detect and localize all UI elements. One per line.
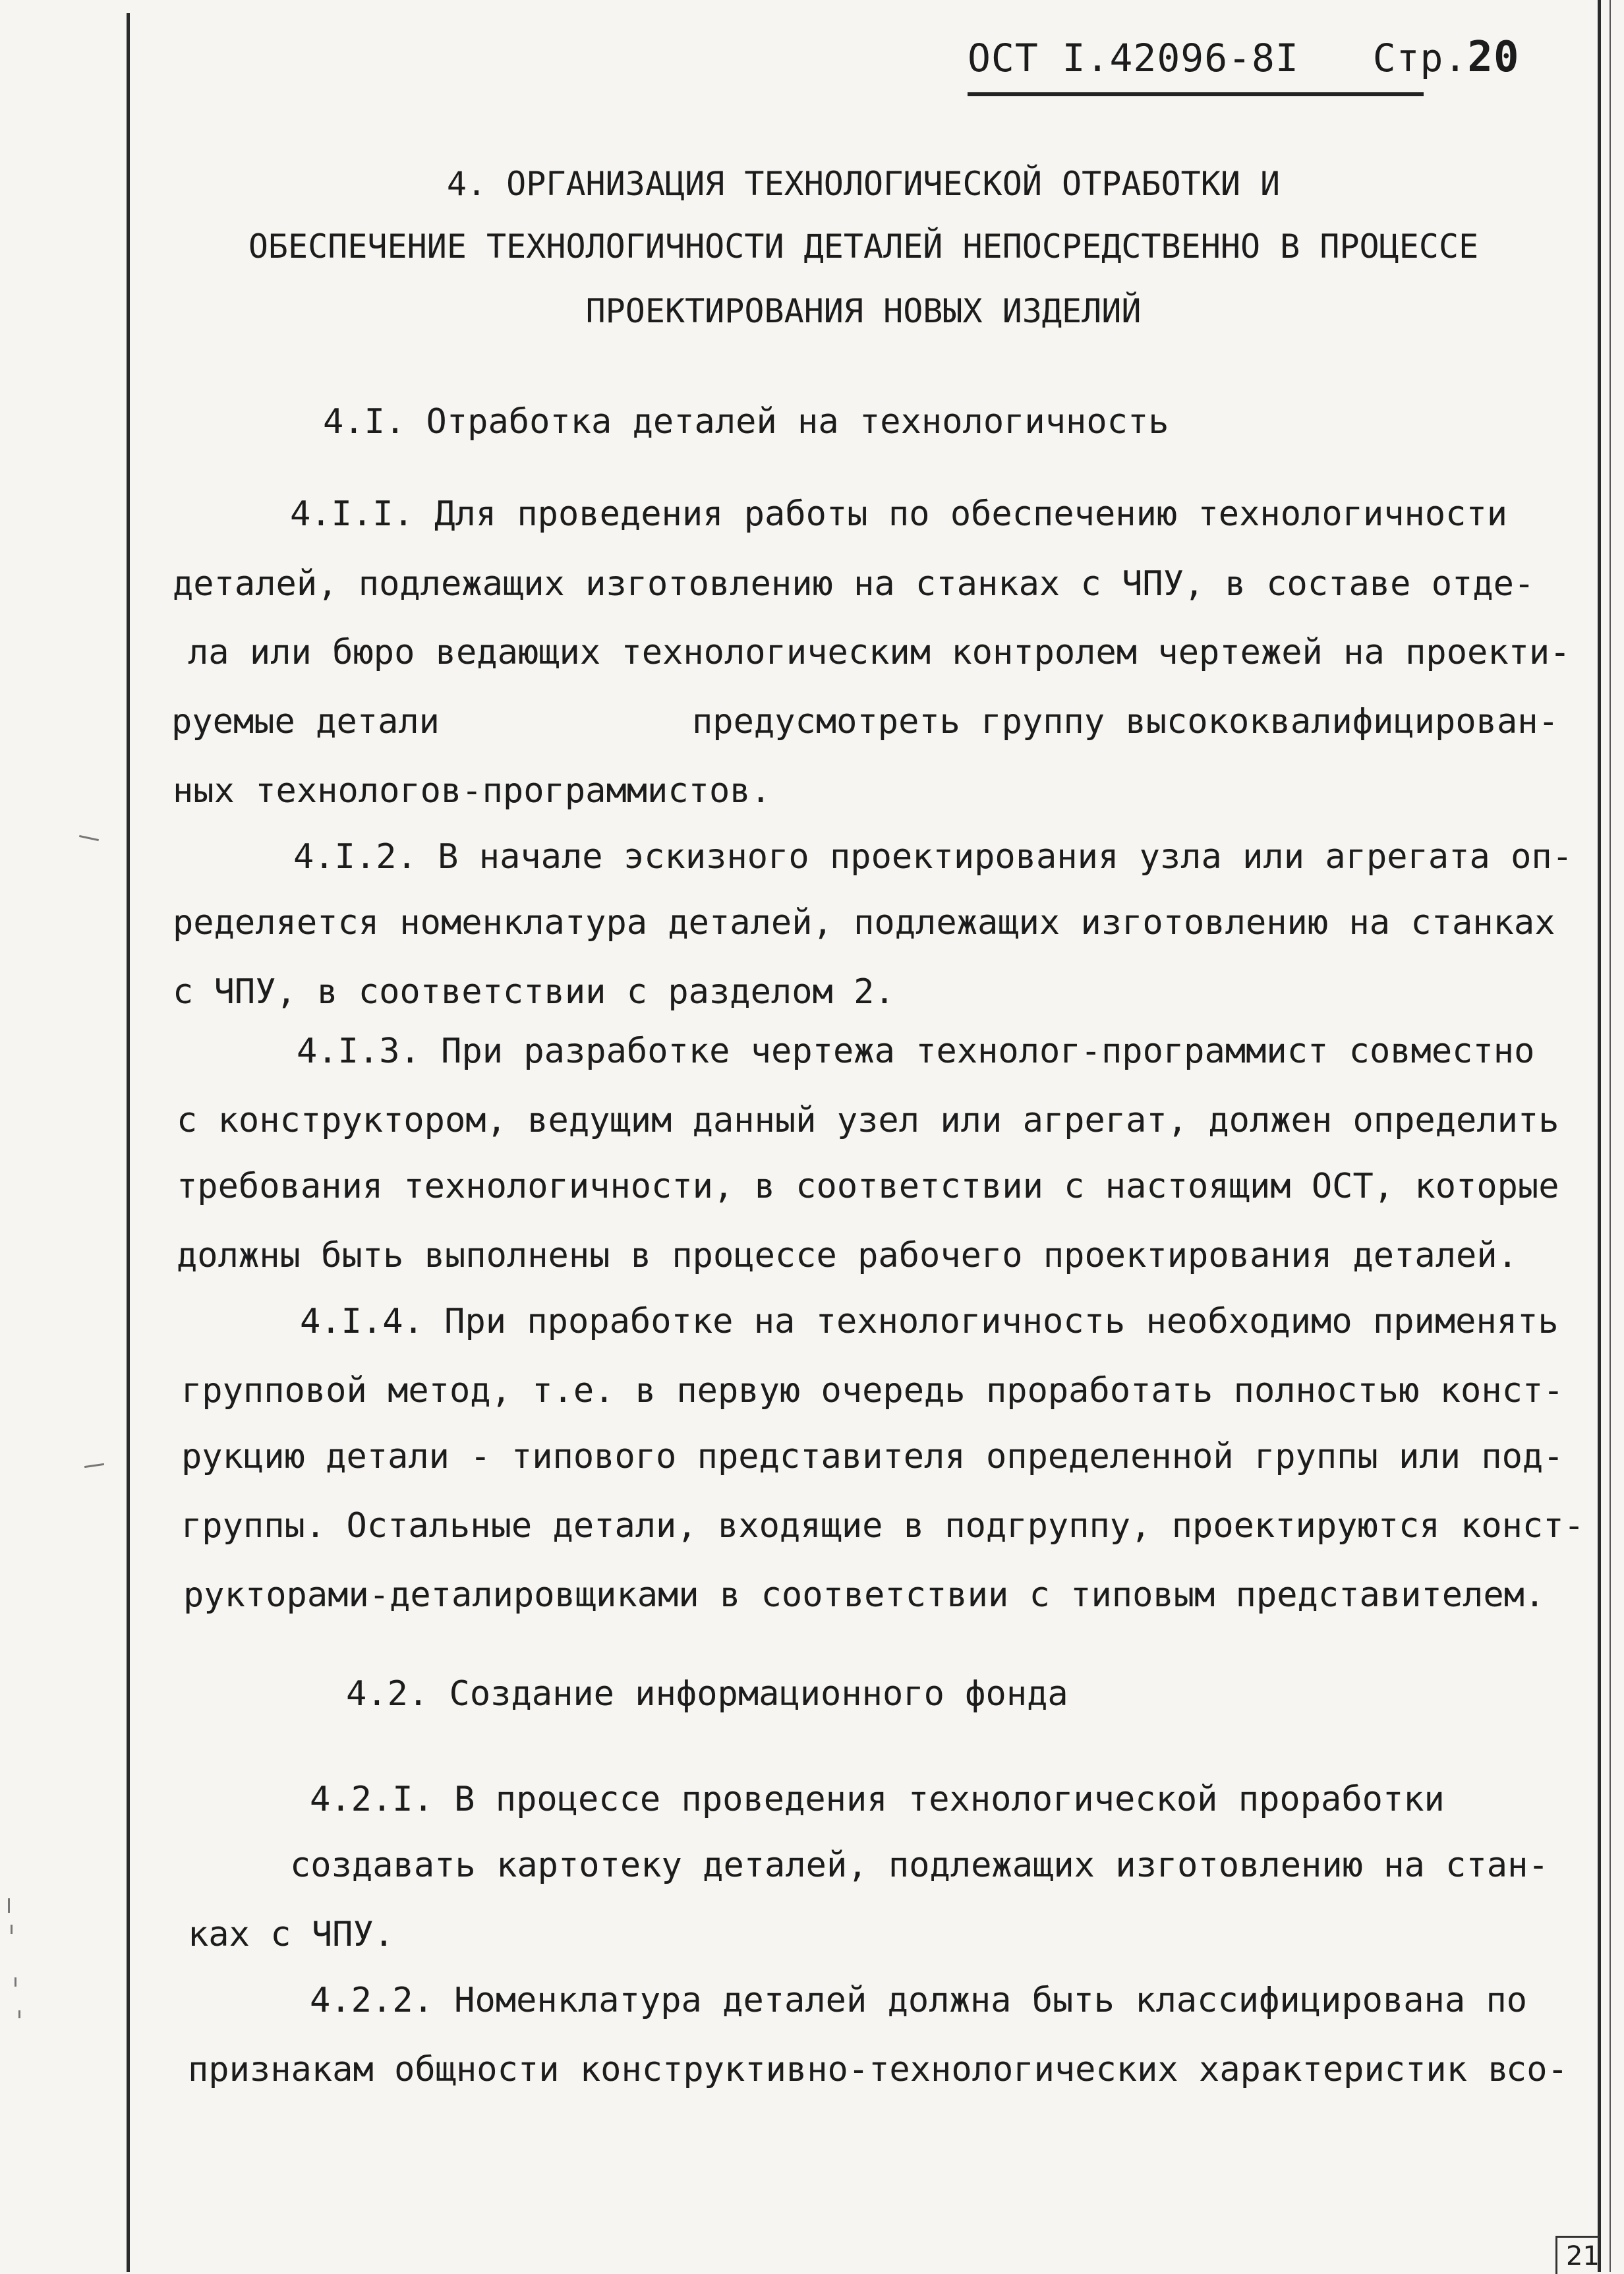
- paragraph-line: рукцию детали - типового представителя определенной группы или под-: [181, 1437, 1564, 1476]
- scan-mark: [84, 1463, 104, 1468]
- right-frame-line: [1598, 0, 1601, 2272]
- section-title-line-1: 4. ОРГАНИЗАЦИЯ ТЕХНОЛОГИЧЕСКОЙ ОТРАБОТКИ И: [446, 165, 1281, 203]
- paragraph-line: 4.I.I. Для проведения работы по обеспечению технологичности: [290, 494, 1508, 534]
- paragraph-line: предусмотреть группу высококвалифицирован-: [692, 702, 1559, 742]
- right-frame-line-outer: [1610, 0, 1611, 2272]
- page-number: 20: [1467, 33, 1520, 82]
- paragraph-line: должны быть выполнены в процессе рабочего проектирования деталей.: [177, 1236, 1518, 1275]
- paragraph-line: 4.I.3. При разработке чертежа технолог-программист совместно: [297, 1032, 1535, 1071]
- document-header: [968, 33, 1519, 82]
- paragraph-line: с ЧПУ, в соответствии с разделом 2.: [173, 972, 895, 1012]
- scan-mark: [8, 1898, 10, 1913]
- paragraph-line: признакам общности конструктивно-технологических характеристик в: [188, 2050, 1509, 2089]
- paragraph-line: ных технологов-программистов.: [173, 771, 771, 811]
- paragraph-line: требования технологичности, в соответствии с настоящим ОСТ, которые: [177, 1167, 1559, 1206]
- scan-mark: [11, 1925, 13, 1934]
- paragraph-line: со-: [1506, 2050, 1568, 2089]
- paragraph-line: 4.I.2. В начале эскизного проектирования узла или агрегата оп-: [293, 837, 1573, 877]
- paragraph-line: ла или бюро ведающих технологическим контролем чертежей на проекти-: [188, 633, 1571, 672]
- paragraph-line: руемые детали: [171, 702, 440, 742]
- paragraph-line: с конструктором, ведущим данный узел или агрегат, должен определить: [177, 1101, 1559, 1140]
- paragraph-line: деталей, подлежащих изготовлению на станках с ЧПУ, в составе отде-: [173, 564, 1535, 604]
- sheet-number: 21: [1566, 2241, 1600, 2271]
- paragraph-line: ределяется номенклатура деталей, подлежащих изготовлению на станках: [173, 903, 1555, 943]
- scan-mark: [18, 2010, 20, 2018]
- section-title-line-2: ОБЕСПЕЧЕНИЕ ТЕХНОЛОГИЧНОСТИ ДЕТАЛЕЙ НЕПОСРЕДСТВЕННО В ПРОЦЕССЕ: [248, 227, 1479, 266]
- subsection-heading: 4.I. Отработка деталей на технологичность: [323, 402, 1169, 442]
- paragraph-line: 4.2.2. Номенклатура деталей должна быть классифицирована по: [310, 1981, 1528, 2020]
- page-label: Стр.: [1372, 36, 1468, 80]
- paragraph-line: рукторами-деталировщиками в соответствии с типовым представителем.: [183, 1575, 1546, 1615]
- paragraph-line: ках с ЧПУ.: [188, 1915, 395, 1954]
- section-title-line-3: ПРОЕКТИРОВАНИЯ НОВЫХ ИЗДЕЛИЙ: [585, 292, 1142, 330]
- paragraph-line: создавать картотеку деталей, подлежащих изготовлению на стан-: [290, 1846, 1549, 1885]
- scan-mark: [79, 835, 99, 841]
- paragraph-line: 4.2.I. В процессе проведения технологической проработки: [310, 1780, 1445, 1819]
- paragraph-line: 4.I.4. При проработке на технологичность необходимо применять: [300, 1302, 1559, 1341]
- header-underline: [968, 92, 1424, 96]
- paragraph-line: группы. Остальные детали, входящие в подгруппу, проектируются конст-: [181, 1506, 1584, 1546]
- paragraph-line: групповой метод, т.е. в первую очередь проработать полностью конст-: [181, 1371, 1564, 1411]
- subsection-heading: 4.2. Создание информационного фонда: [346, 1674, 1068, 1714]
- standard-code: ОСТ I.42096-8I: [968, 36, 1299, 80]
- left-frame-line: [127, 13, 130, 2272]
- scan-mark: [14, 1977, 16, 1987]
